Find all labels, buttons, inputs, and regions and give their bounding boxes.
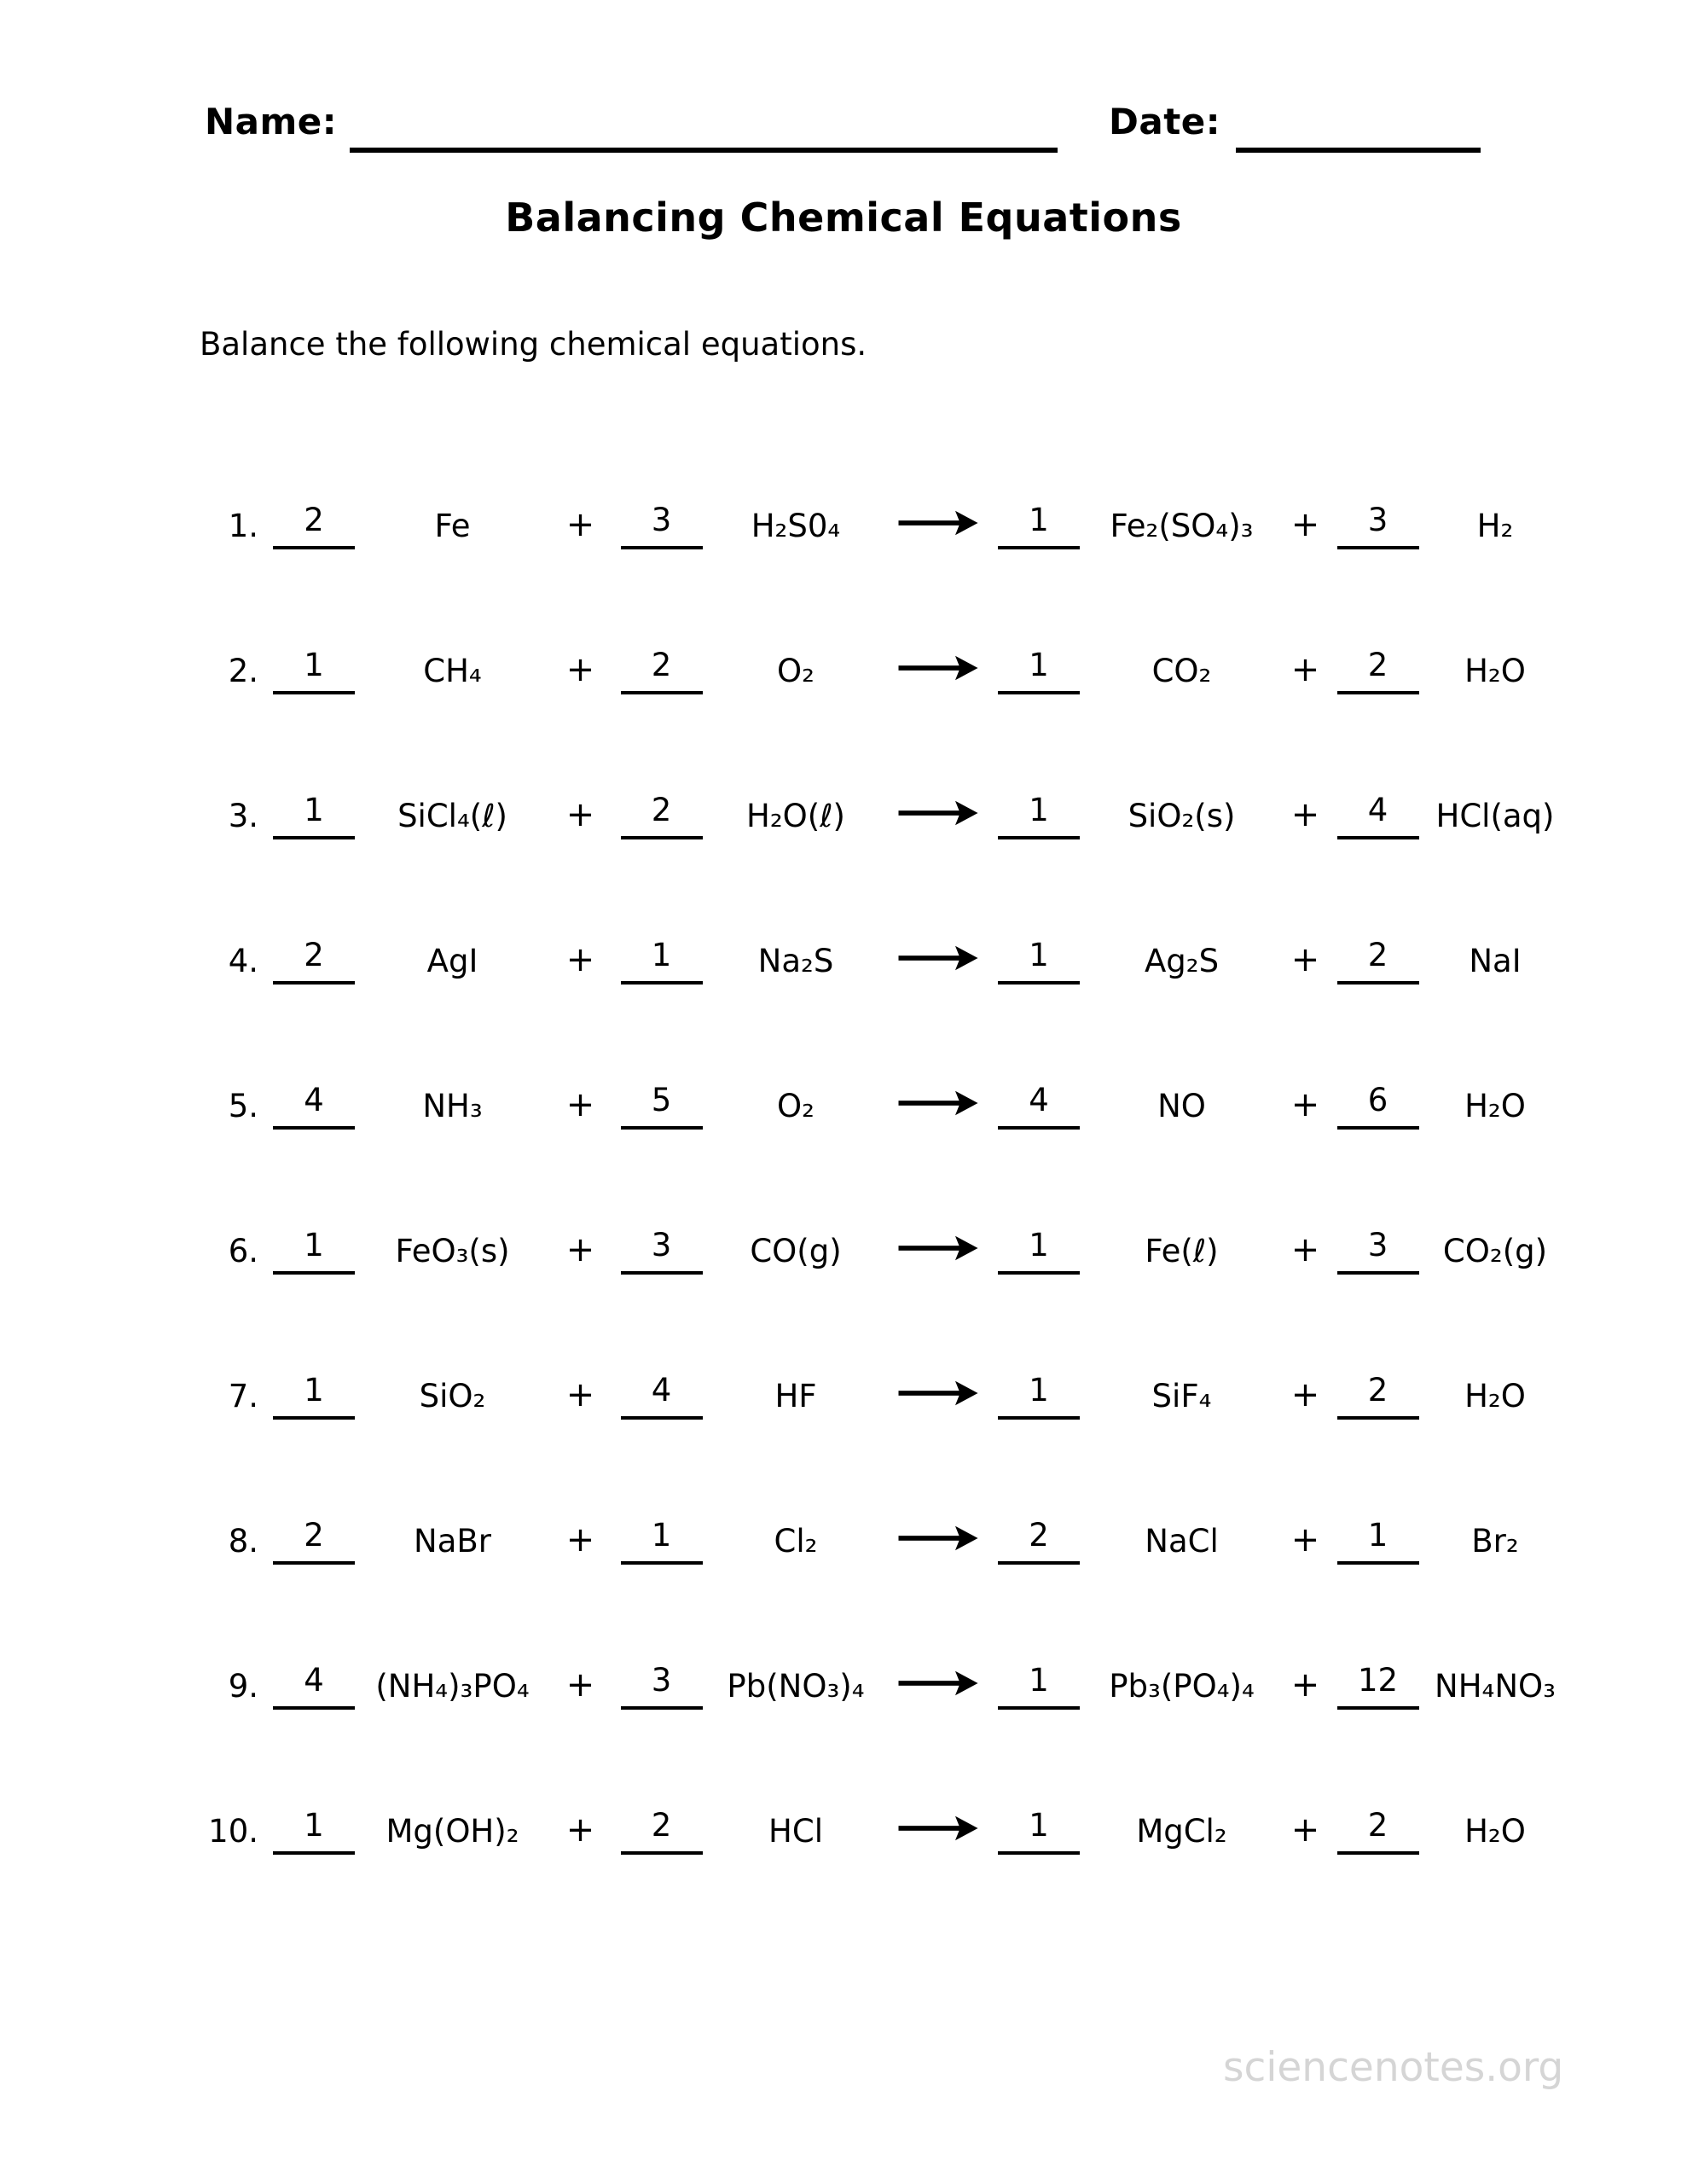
coefficient-blank[interactable]: 6 [1337, 1082, 1419, 1130]
equation-number: 4. [228, 943, 258, 979]
coefficient-blank[interactable]: 1 [621, 1517, 703, 1565]
reactant-formula: Cl₂ [774, 1523, 818, 1560]
plus-sign: + [565, 940, 595, 979]
reactant-formula: O₂ [777, 653, 815, 689]
coefficient-blank[interactable]: 4 [273, 1662, 355, 1710]
plus-sign: + [565, 1810, 595, 1850]
equation-row [194, 773, 1576, 839]
coefficient-blank[interactable]: 3 [1337, 1227, 1419, 1275]
name-blank-line[interactable] [350, 148, 1058, 153]
coefficient-blank[interactable]: 1 [998, 502, 1080, 549]
reaction-arrow-icon [897, 1087, 981, 1130]
coefficient-blank[interactable]: 2 [273, 502, 355, 549]
coefficient-blank[interactable]: 1 [998, 937, 1080, 985]
reactant-formula: NaBr [414, 1523, 491, 1560]
plus-sign: + [1290, 1665, 1320, 1705]
equation-number: 5. [228, 1088, 258, 1124]
plus-sign: + [1290, 1085, 1320, 1124]
reactant-formula: SiCl₄(ℓ) [397, 798, 507, 834]
instruction-text: Balance the following chemical equations. [200, 326, 867, 363]
date-label: Date: [1109, 101, 1221, 142]
plus-sign: + [1290, 1520, 1320, 1560]
coefficient-blank[interactable]: 3 [621, 502, 703, 549]
product-formula: HCl(aq) [1435, 798, 1555, 834]
reactant-formula: NH₃ [422, 1088, 483, 1124]
coefficient-blank[interactable]: 1 [273, 1372, 355, 1420]
coefficient-blank[interactable]: 1 [998, 792, 1080, 839]
reaction-arrow-icon [897, 652, 981, 694]
product-formula: H₂O [1464, 653, 1526, 689]
equation-number: 7. [228, 1378, 258, 1414]
coefficient-blank[interactable]: 4 [1337, 792, 1419, 839]
coefficient-blank[interactable]: 2 [621, 647, 703, 694]
plus-sign: + [1290, 505, 1320, 544]
coefficient-blank[interactable]: 1 [1337, 1517, 1419, 1565]
page-title: Balancing Chemical Equations [505, 195, 1182, 241]
product-formula: CO₂ [1151, 653, 1212, 689]
equation-number: 10. [208, 1813, 258, 1850]
coefficient-blank[interactable]: 2 [273, 937, 355, 985]
product-formula: H₂O [1464, 1378, 1526, 1414]
product-formula: SiO₂(s) [1128, 798, 1236, 834]
reactant-formula: H₂O(ℓ) [746, 798, 845, 834]
coefficient-blank[interactable]: 1 [621, 937, 703, 985]
coefficient-blank[interactable]: 1 [273, 1227, 355, 1275]
plus-sign: + [565, 1520, 595, 1560]
reactant-formula: (NH₄)₃PO₄ [375, 1668, 530, 1705]
coefficient-blank[interactable]: 1 [998, 647, 1080, 694]
coefficient-blank[interactable]: 2 [1337, 937, 1419, 985]
coefficient-blank[interactable]: 5 [621, 1082, 703, 1130]
plus-sign: + [1290, 795, 1320, 834]
equation-number: 3. [228, 798, 258, 834]
reactant-formula: FeO₃(s) [395, 1233, 510, 1269]
plus-sign: + [1290, 940, 1320, 979]
reaction-arrow-icon [897, 1667, 981, 1710]
equation-number: 6. [228, 1233, 258, 1269]
equation-row [194, 483, 1576, 549]
coefficient-blank[interactable]: 1 [998, 1662, 1080, 1710]
plus-sign: + [565, 1085, 595, 1124]
coefficient-blank[interactable]: 1 [273, 647, 355, 694]
coefficient-blank[interactable]: 2 [1337, 1807, 1419, 1855]
reactant-formula: AgI [426, 943, 478, 979]
product-formula: H₂O [1464, 1088, 1526, 1124]
equation-row [194, 918, 1576, 985]
coefficient-blank[interactable]: 2 [998, 1517, 1080, 1565]
product-formula: Br₂ [1471, 1523, 1519, 1560]
equation-row [194, 1353, 1576, 1420]
equation-row [194, 1788, 1576, 1855]
equation-row [194, 1498, 1576, 1565]
plus-sign: + [565, 650, 595, 689]
reactant-formula: H₂S0₄ [751, 508, 841, 544]
coefficient-blank[interactable]: 1 [273, 792, 355, 839]
plus-sign: + [1290, 1230, 1320, 1269]
reactant-formula: CH₄ [423, 653, 482, 689]
reaction-arrow-icon [897, 1812, 981, 1855]
plus-sign: + [565, 1375, 595, 1414]
reaction-arrow-icon [897, 942, 981, 985]
reactant-formula: SiO₂ [419, 1378, 486, 1414]
coefficient-blank[interactable]: 1 [998, 1372, 1080, 1420]
product-formula: Fe(ℓ) [1145, 1233, 1219, 1269]
plus-sign: + [565, 1230, 595, 1269]
plus-sign: + [1290, 1375, 1320, 1414]
date-blank-line[interactable] [1236, 148, 1481, 153]
reaction-arrow-icon [897, 507, 981, 549]
product-formula: NaI [1469, 943, 1522, 979]
reaction-arrow-icon [897, 1522, 981, 1565]
reactant-formula: Fe [434, 508, 471, 544]
coefficient-blank[interactable]: 1 [998, 1807, 1080, 1855]
plus-sign: + [1290, 650, 1320, 689]
product-formula: Ag₂S [1144, 943, 1220, 979]
coefficient-blank[interactable]: 2 [621, 792, 703, 839]
product-formula: Pb₃(PO₄)₄ [1109, 1668, 1255, 1705]
product-formula: NH₄NO₃ [1435, 1668, 1556, 1705]
coefficient-blank[interactable]: 4 [273, 1082, 355, 1130]
coefficient-blank[interactable]: 2 [273, 1517, 355, 1565]
reactant-formula: CO(g) [750, 1233, 842, 1269]
plus-sign: + [565, 505, 595, 544]
product-formula: CO₂(g) [1442, 1233, 1548, 1269]
reactant-formula: HCl [768, 1813, 823, 1850]
product-formula: MgCl₂ [1136, 1813, 1227, 1850]
product-formula: NaCl [1145, 1523, 1219, 1560]
equation-number: 8. [228, 1523, 258, 1560]
coefficient-blank[interactable]: 2 [621, 1807, 703, 1855]
equation-number: 9. [228, 1668, 258, 1705]
reactant-formula: HF [774, 1378, 817, 1414]
reactant-formula: Na₂S [757, 943, 834, 979]
coefficient-blank[interactable]: 3 [1337, 502, 1419, 549]
equation-row [194, 1063, 1576, 1130]
reactant-formula: O₂ [777, 1088, 815, 1124]
reaction-arrow-icon [897, 1232, 981, 1275]
coefficient-blank[interactable]: 12 [1337, 1662, 1419, 1710]
product-formula: SiF₄ [1151, 1378, 1212, 1414]
coefficient-blank[interactable]: 3 [621, 1662, 703, 1710]
coefficient-blank[interactable]: 4 [998, 1082, 1080, 1130]
equation-row [194, 1208, 1576, 1275]
coefficient-blank[interactable]: 1 [998, 1227, 1080, 1275]
plus-sign: + [1290, 1810, 1320, 1850]
equation-number: 1. [228, 508, 258, 544]
reaction-arrow-icon [897, 1377, 981, 1420]
equations-list [194, 483, 1576, 1933]
reactant-formula: Mg(OH)₂ [386, 1813, 519, 1850]
footer-site-credit: sciencenotes.org [1223, 2044, 1564, 2091]
product-formula: H₂ [1476, 508, 1514, 544]
equation-number: 2. [228, 653, 258, 689]
product-formula: H₂O [1464, 1813, 1526, 1850]
plus-sign: + [565, 795, 595, 834]
reaction-arrow-icon [897, 797, 981, 839]
coefficient-blank[interactable]: 2 [1337, 1372, 1419, 1420]
equation-row [194, 628, 1576, 694]
product-formula: Fe₂(SO₄)₃ [1110, 508, 1254, 544]
reactant-formula: Pb(NO₃)₄ [727, 1668, 865, 1705]
product-formula: NO [1157, 1088, 1206, 1124]
coefficient-blank[interactable]: 4 [621, 1372, 703, 1420]
coefficient-blank[interactable]: 3 [621, 1227, 703, 1275]
coefficient-blank[interactable]: 2 [1337, 647, 1419, 694]
coefficient-blank[interactable]: 1 [273, 1807, 355, 1855]
plus-sign: + [565, 1665, 595, 1705]
equation-row [194, 1643, 1576, 1710]
name-label: Name: [205, 101, 338, 142]
